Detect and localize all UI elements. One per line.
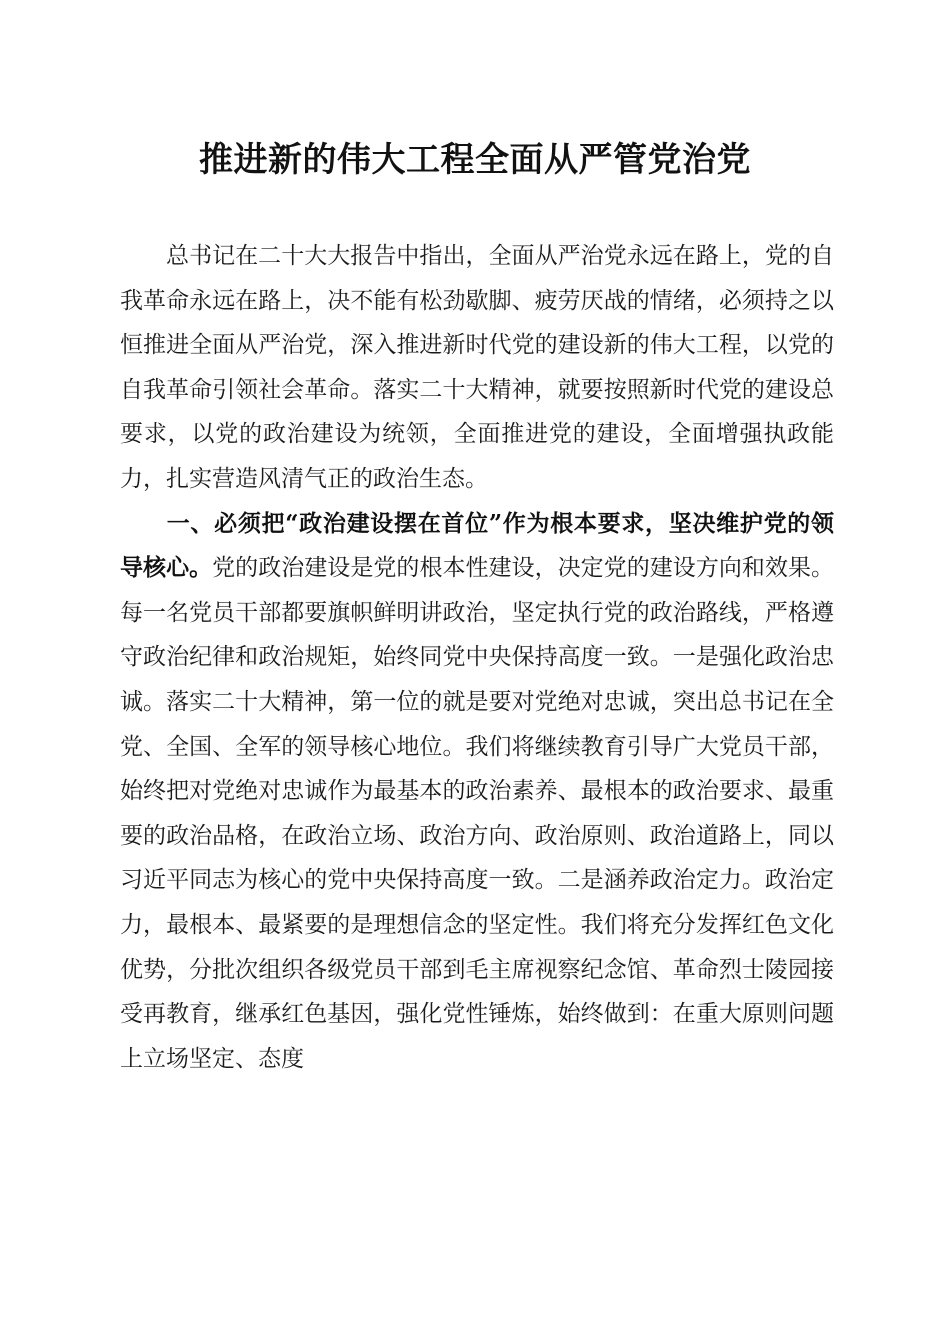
paragraph-2-text: 党的政治建设是党的根本性建设，决定党的建设方向和效果。每一名党员干部都要旗帜鲜明讲政治，坚定执行党的政治路线，严格遵守政治纪律和政治规矩，始终同党中央保持高度一致。一是强化政治忠诚。落实二十大精神，第一位的就是要对党绝对忠诚，突出总书记在全党、全国、全军的领导核心地位。我们将继续教育引导广大党员干部，始终把对党绝对忠诚作为最基本的政治素养、最根本的政治要求、最重要的政治品格，在政治立场、政治方向、政治原则、政治道路上，同以习近平同志为核心的党中央保持高度一致。二是涵养政治定力。政治定力，最根本、最紧要的是理想信念的坚定性。我们将充分发挥红色文化优势，分批次组织各级党员干部到毛主席视察纪念馆、革命烈士陵园接受再教育，继承红色基因，强化党性锤炼，始终做到：在重大原则问题上立场坚定、态度: [120, 555, 835, 1072]
section-heading: 一、必须把“政治建设摆在首位”作为根本要求，坚决维护党的领导核心。: [120, 509, 834, 582]
document-title: 推进新的伟大工程全面从严管党治党: [199, 140, 751, 180]
paragraph-1: [120, 234, 834, 502]
paragraph-2: [120, 502, 834, 1082]
paragraph-1-text: 总书记在二十大大报告中指出，全面从严治党永远在路上，党的自我革命永远在路上，决不能有松劲歇脚、疲劳厌战的情绪，必须持之以恒推进全面从严治党，深入推进新时代党的建设新的伟大工程，以党的自我革命引领社会革命。落实二十大精神，就要按照新时代党的建设总要求，以党的政治建设为统领，全面推进党的建设，全面增强执政能力，扎实营造风清气正的政治生态。: [120, 243, 834, 492]
document-body: [120, 234, 834, 1081]
